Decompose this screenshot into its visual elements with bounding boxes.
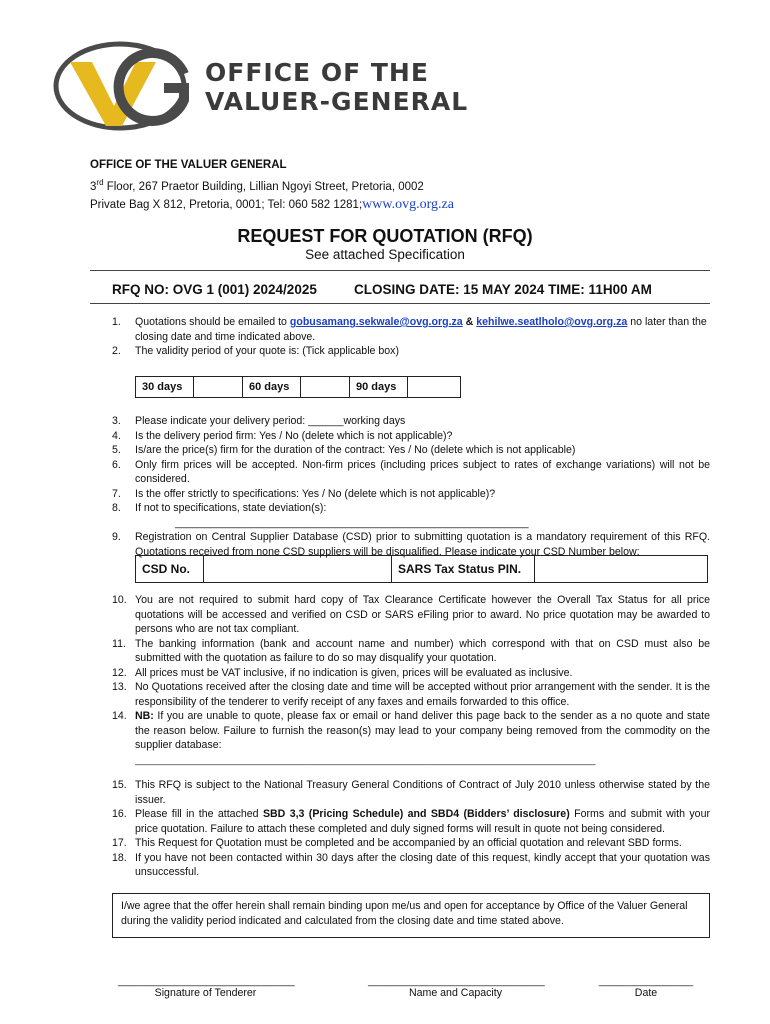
conditions-list-b — [90, 414, 710, 559]
divider-top — [90, 270, 710, 271]
email-link-1[interactable]: gobusamang.sekwale@ovg.org.za — [289, 316, 463, 328]
list-item — [90, 414, 710, 429]
item-text: The banking information (bank and account name and number) which correspond with that on CSD must also be submitted with the quotation as failure to do so may disqualify your quotation. — [135, 637, 710, 664]
item-text-part: no later than the closing date and time indicated above. — [135, 316, 707, 343]
agreement-box: I/we agree that the offer herein shall remain binding upon me/us and open for acceptance by Office of the Valuer General during the validity period indicated and calculated from the closing date and time stated above. — [112, 893, 710, 938]
item-text: No Quotations received after the closing date and time will be accepted without prior arrangement with the sender. It is the responsibility of the tenderer to verify receipt of any faxes and emails forwarded to this office. — [135, 681, 710, 708]
name-capacity-line[interactable]: ______________________________ — [368, 975, 545, 987]
list-item — [90, 501, 710, 530]
item-text-part: Quotations should be emailed to — [135, 316, 290, 328]
item-number: 1. — [112, 316, 121, 328]
item-number: 9. — [112, 531, 121, 543]
page-subtitle: See attached Specification — [305, 247, 465, 262]
sbd-forms: SBD 3,3 (Pricing Schedule) and SBD4 (Bidders’ disclosure) — [262, 808, 570, 820]
csd-input[interactable] — [204, 556, 392, 583]
item-number: 4. — [112, 429, 121, 442]
email-link-2[interactable]: kehilwe.seatlholo@ovg.org.za — [476, 316, 628, 328]
floor-number: 3 — [90, 180, 97, 193]
logo-text-line2: VALUER-GENERAL — [205, 87, 469, 116]
item-text: If you have not been contacted within 30 days after the closing date of this request, kindly accept that your quotation was unsuccessful. — [135, 851, 710, 878]
closing-date: CLOSING DATE: 15 MAY 2024 TIME: 11H00 AM — [354, 282, 652, 297]
item-number: 2. — [112, 345, 121, 357]
item-number: 11. — [112, 637, 126, 650]
signature-label: Signature of Tenderer — [154, 987, 257, 999]
item-text: This Request for Quotation must be completed and be accompanied by an official quotation and relevant SBD forms. — [135, 837, 682, 849]
amp: & — [462, 316, 477, 328]
list-item — [90, 778, 710, 807]
item-text — [135, 501, 710, 530]
signature-tenderer — [118, 975, 293, 999]
logo-text — [205, 58, 468, 116]
item-number: 17. — [112, 837, 127, 849]
validity-30-checkbox[interactable] — [194, 377, 243, 398]
date-label: Date — [634, 987, 658, 999]
list-item — [90, 851, 710, 880]
validity-90-checkbox[interactable] — [408, 377, 461, 398]
list-item — [90, 429, 710, 444]
item-number: 14. — [112, 710, 127, 722]
list-item — [90, 753, 710, 768]
item-text: You are not required to submit hard copy of Tax Clearance Certificate however the Overall Tax Status for all price quotations will be accessed and verified on CSD or SARS eFiling prior to award. No price quotation may be awarded to persons who are not tax compliant. — [135, 594, 710, 635]
sars-input[interactable] — [535, 556, 708, 583]
item-number: 3. — [112, 415, 121, 427]
list-item — [90, 443, 710, 458]
vg-logo-mark — [52, 40, 202, 132]
website-link[interactable]: www.ovg.org.za — [362, 196, 454, 212]
item-number: 16. — [112, 808, 127, 820]
list-item — [90, 836, 710, 851]
item-number: 8. — [112, 502, 121, 514]
list-item — [90, 593, 710, 637]
item-number: 5. — [112, 444, 121, 456]
validity-table — [135, 376, 461, 398]
address-line1 — [90, 174, 454, 196]
reason-blank[interactable]: ____________________________________________________________________________________________ — [135, 754, 596, 765]
address-postal: Private Bag X 812, Pretoria, 0001; Tel: 060 582 1281; — [90, 198, 363, 211]
item-number: 6. — [112, 458, 121, 471]
item-number: 13. — [112, 681, 127, 693]
validity-30-label: 30 days — [136, 377, 194, 398]
item-text: Is the delivery period firm: Yes / No (delete which is not applicable)? — [135, 429, 453, 442]
sars-label: SARS Tax Status PIN. — [392, 556, 535, 583]
list-item — [90, 680, 710, 709]
floor-suffix: rd — [96, 178, 104, 187]
item-number: 10. — [112, 594, 127, 606]
divider-bottom — [90, 303, 710, 304]
item-number: 7. — [112, 487, 121, 500]
item-text: Registration on Central Supplier Database (CSD) prior to submitting quotation is a mandatory requirement of this RFQ. Quotations received from none CSD suppliers will be disqualified. Please indicate your CSD Number below: — [135, 531, 710, 558]
list-item — [90, 807, 710, 836]
item-text — [135, 807, 710, 836]
list-item — [90, 487, 710, 502]
logo-text-line1: OFFICE OF THE — [205, 58, 429, 87]
item-text: Only firm prices will be accepted. Non-firm prices (including prices subject to rates of exchange variations) will not be considered. — [135, 458, 710, 485]
page-title: REQUEST FOR QUOTATION (RFQ) — [237, 226, 533, 246]
org-name: OFFICE OF THE VALUER GENERAL — [90, 159, 287, 171]
item-text: This RFQ is subject to the National Treasury General Conditions of Contract of July 2010 unless otherwise stated by the issuer. — [135, 779, 710, 806]
signature-date — [596, 975, 696, 999]
list-item — [90, 637, 710, 666]
rfq-number: RFQ NO: OVG 1 (001) 2024/2025 — [112, 282, 317, 297]
conditions-list-a — [90, 315, 710, 359]
csd-label: CSD No. — [136, 556, 204, 583]
list-item — [90, 709, 710, 753]
item-text — [135, 709, 710, 753]
conditions-list-d — [90, 778, 710, 880]
csd-table — [135, 555, 708, 583]
list-item — [90, 315, 710, 344]
item-text-part: Please fill in the attached — [135, 808, 263, 820]
validity-60-label: 60 days — [243, 377, 301, 398]
item-number: 12. — [112, 666, 127, 679]
list-item — [90, 344, 710, 359]
item-number: 15. — [112, 779, 127, 791]
address-block — [90, 157, 454, 214]
address-street: Floor, 267 Praetor Building, Lillian Ngoyi Street, Pretoria, 0002 — [103, 180, 424, 193]
item-text: Is/are the price(s) firm for the duration of the contract: Yes / No (delete which is not applicable) — [135, 444, 576, 456]
item-number: 18. — [112, 851, 127, 864]
date-line[interactable]: ________________ — [598, 975, 694, 987]
item-text-part: If you are unable to quote, please fax or email or hand deliver this page back to the sender as a no quote and state the reason below. Failure to furnish the reason(s) may lead to your company being removed from the commodity on the supplier database: — [135, 710, 710, 751]
list-item — [90, 666, 710, 681]
list-item — [90, 458, 710, 487]
signature-name-capacity — [368, 975, 543, 999]
address-line2 — [90, 196, 454, 214]
deviation-blank[interactable]: ____________________________________________________________ — [175, 516, 529, 529]
validity-60-checkbox[interactable] — [301, 377, 350, 398]
signature-line[interactable]: ______________________________ — [118, 975, 295, 987]
nb-label: NB: — [135, 710, 154, 722]
conditions-list-c — [90, 593, 710, 767]
item-text-part: If not to specifications, state deviation(s): — [135, 502, 327, 514]
item-text — [135, 315, 710, 344]
item-text: Is the offer strictly to specifications: Yes / No (delete which is not applicable)? — [135, 487, 496, 500]
name-capacity-label: Name and Capacity — [408, 987, 503, 999]
item-text: Please indicate your delivery period: ______working days — [135, 415, 406, 427]
validity-90-label: 90 days — [350, 377, 408, 398]
item-text-part: Forms and submit with your price quotation. Failure to attach these completed and duly signed forms will result in quote not being considered. — [135, 808, 710, 835]
item-text: The validity period of your quote is: (Tick applicable box) — [135, 345, 399, 357]
item-text: All prices must be VAT inclusive, if no indication is given, prices will be evaluated as inclusive. — [135, 666, 573, 679]
